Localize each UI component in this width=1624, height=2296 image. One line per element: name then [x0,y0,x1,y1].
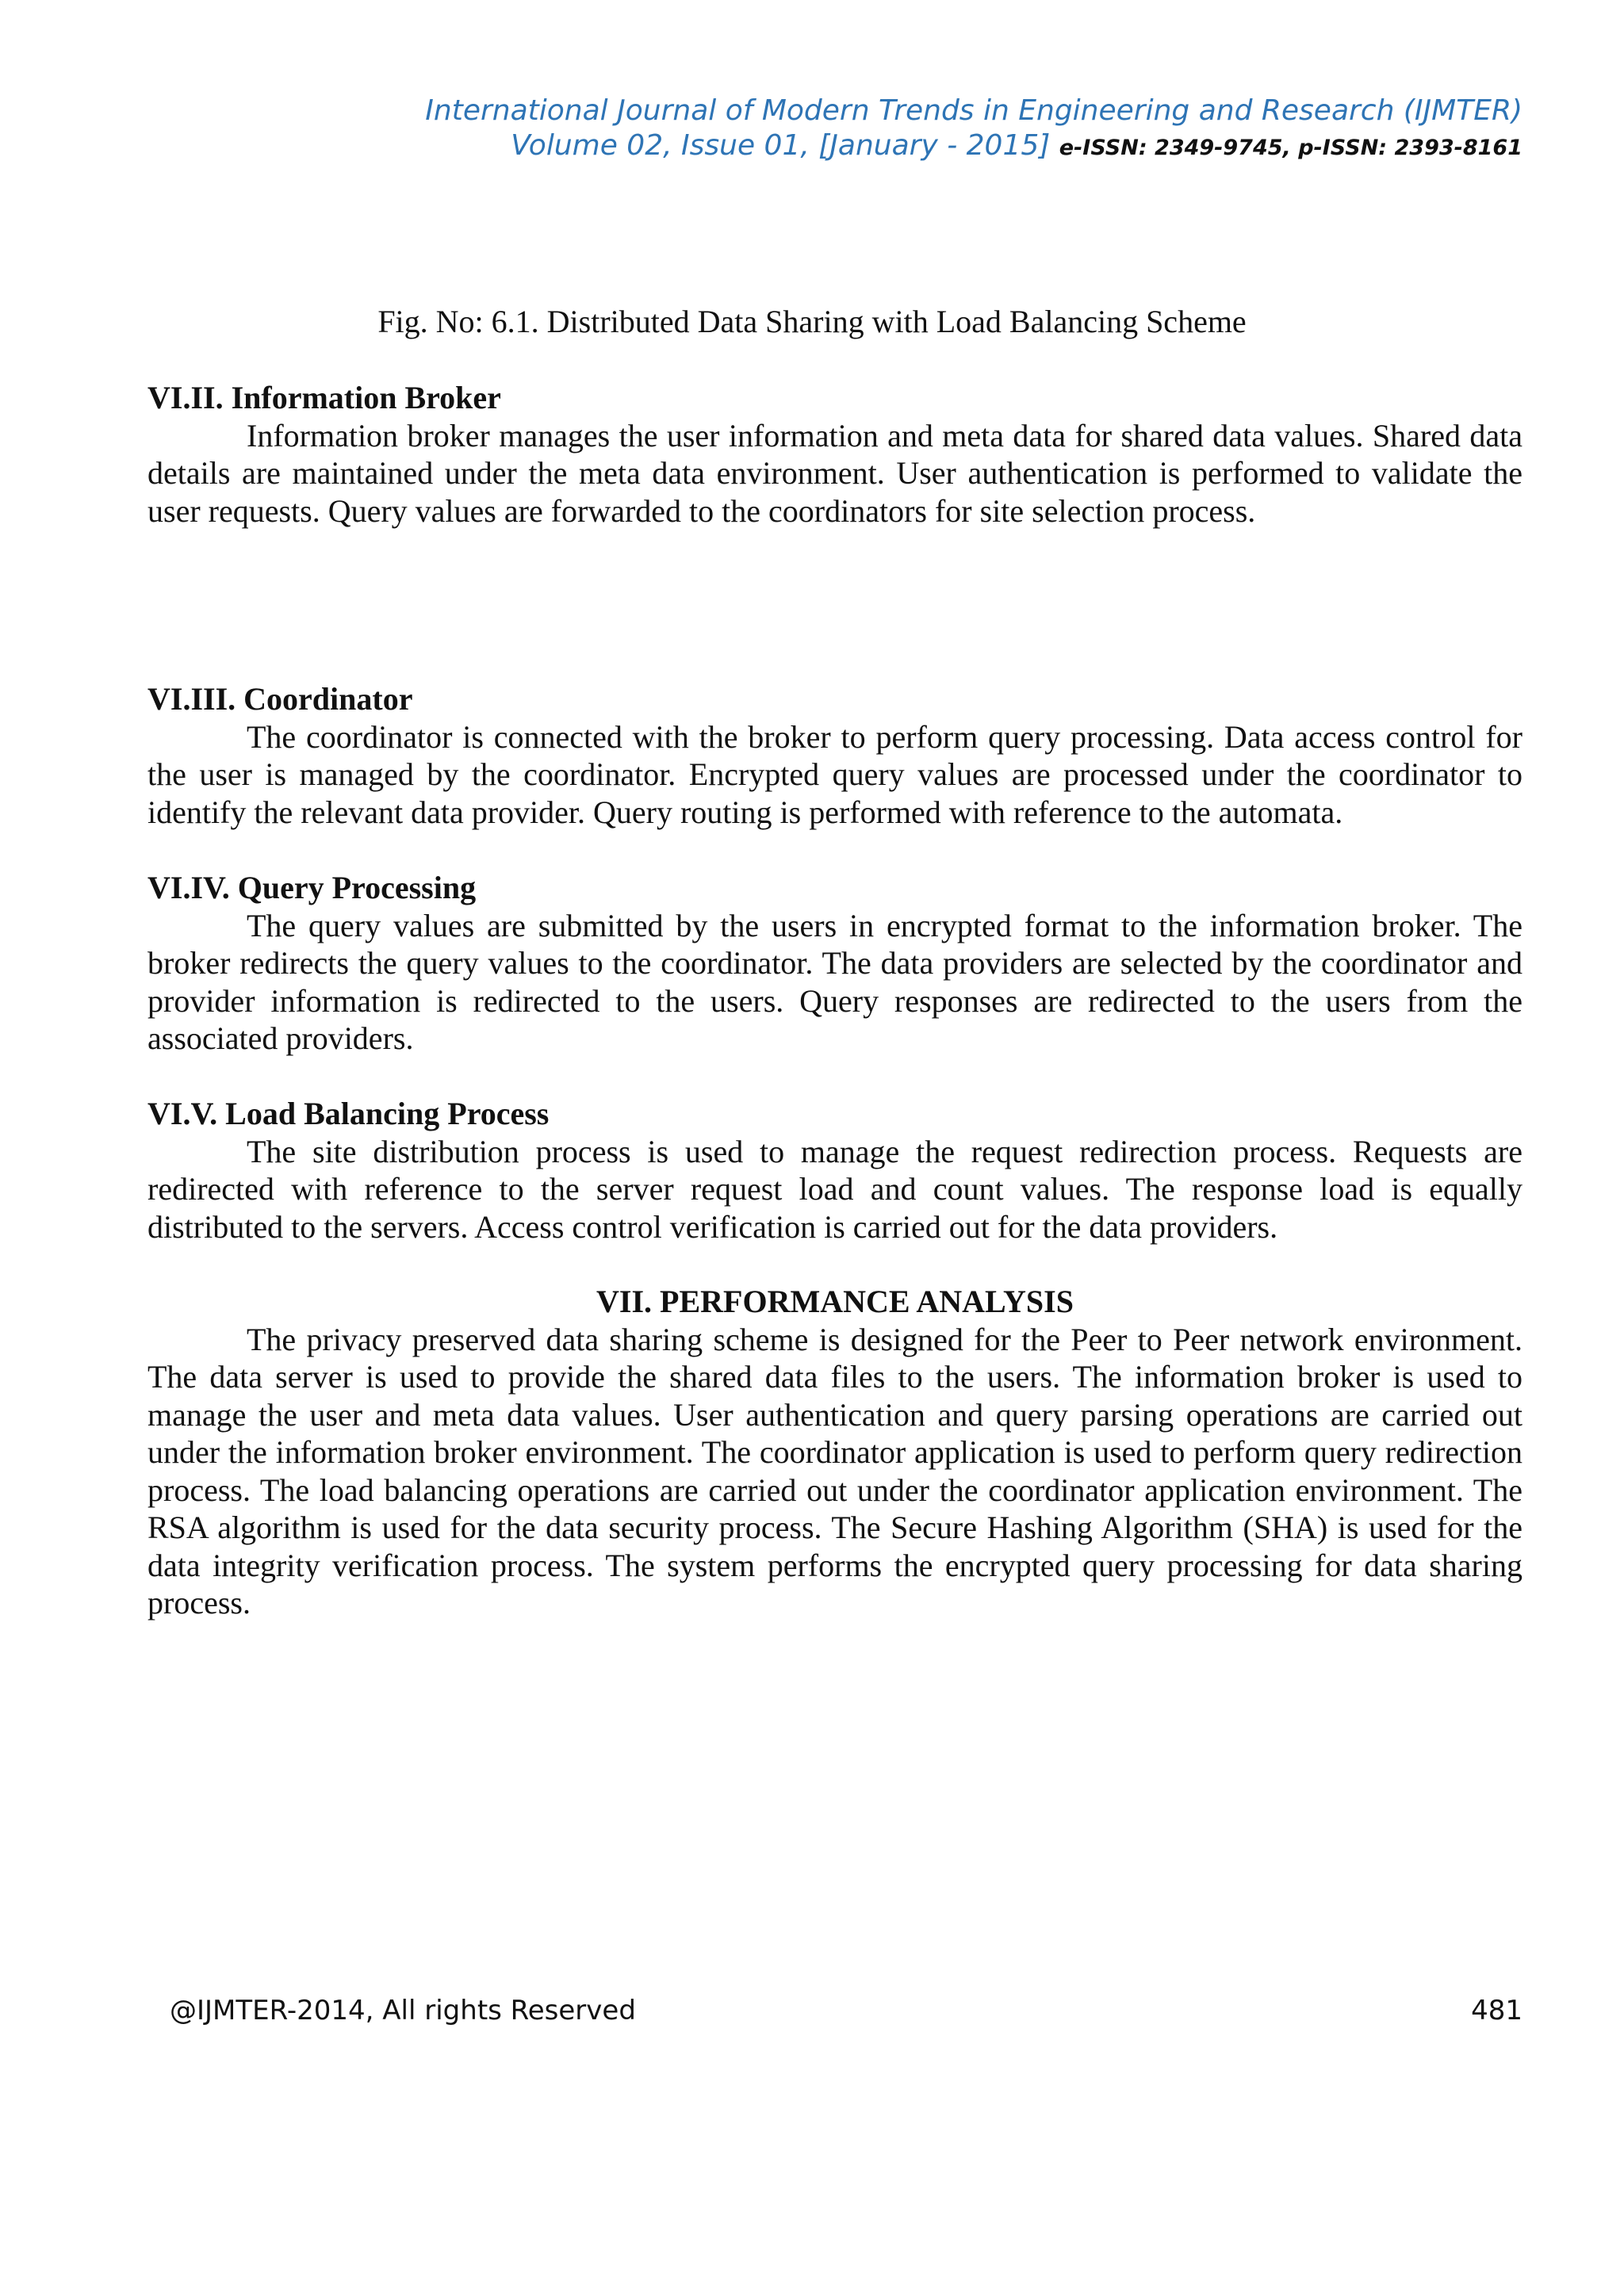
section-heading: VII. PERFORMANCE ANALYSIS [596,1284,1074,1319]
section-load-balancing [147,1095,1522,1246]
section-paragraph: Information broker manages the user information and meta data for shared data values. Shared data details are maintained under the meta data environment. User authentication is performed to validate the user requests. Query values are forwarded to the coordinators for site selection process. [147,417,1522,529]
section-query-processing [147,869,1522,1058]
figure-caption: Fig. No: 6.1. Distributed Data Sharing with Load Balancing Scheme [377,304,1247,339]
journal-header [333,94,1522,166]
journal-volume-line [333,128,1522,166]
section-paragraph: The query values are submitted by the users in encrypted format to the information broker. The broker redirects the query values to the coordinator. The data providers are selected by the coordinator and provider information is redirected to the users. Query responses are redirected to the users from the associated providers. [147,907,1522,1056]
section-paragraph: The site distribution process is used to manage the request redirection process. Requests are redirected with reference to the server request load and count values. The response load is equally distributed to the servers. Access control verification is carried out for the data providers. [147,1133,1522,1245]
section-heading: VI.III. Coordinator [147,681,413,717]
journal-volume: Volume 02, Issue 01, [January - 2015] [511,129,1051,162]
section-heading: VI.II. Information Broker [147,380,501,415]
section-heading: VI.IV. Query Processing [147,870,477,905]
section-information-broker [147,379,1522,530]
journal-issn: e-ISSN: 2349-9745, p-ISSN: 2393-8161 [1059,136,1522,160]
section-coordinator [147,680,1522,831]
section-paragraph: The privacy preserved data sharing scheme is designed for the Peer to Peer network environment. The data server is used to provide the shared data files to the users. The information broker is used to manage the user and meta data values. User authentication and query parsing operations are carried out under the information broker environment. The coordinator application is used to perform query redirection process. The load balancing operations are carried out under the coordinator application environment. The RSA algorithm is used for the data security process. The Secure Hashing Algorithm (SHA) is used for the data integrity verification process. The system performs the encrypted query processing for data sharing process. [147,1321,1522,1621]
section-paragraph: The coordinator is connected with the broker to perform query processing. Data access control for the user is managed by the coordinator. Encrypted query values are processed under the coordinator to identify the relevant data provider. Query routing is performed with reference to the automata. [147,718,1522,830]
page-number: 481 [1471,1995,1522,2026]
footer-copyright: @IJMTER-2014, All rights Reserved [170,1995,636,2026]
section-heading: VI.V. Load Balancing Process [147,1096,550,1131]
section-performance-analysis [147,1283,1522,1622]
journal-title: International Journal of Modern Trends in Engineering and Research (IJMTER) [425,94,1522,127]
